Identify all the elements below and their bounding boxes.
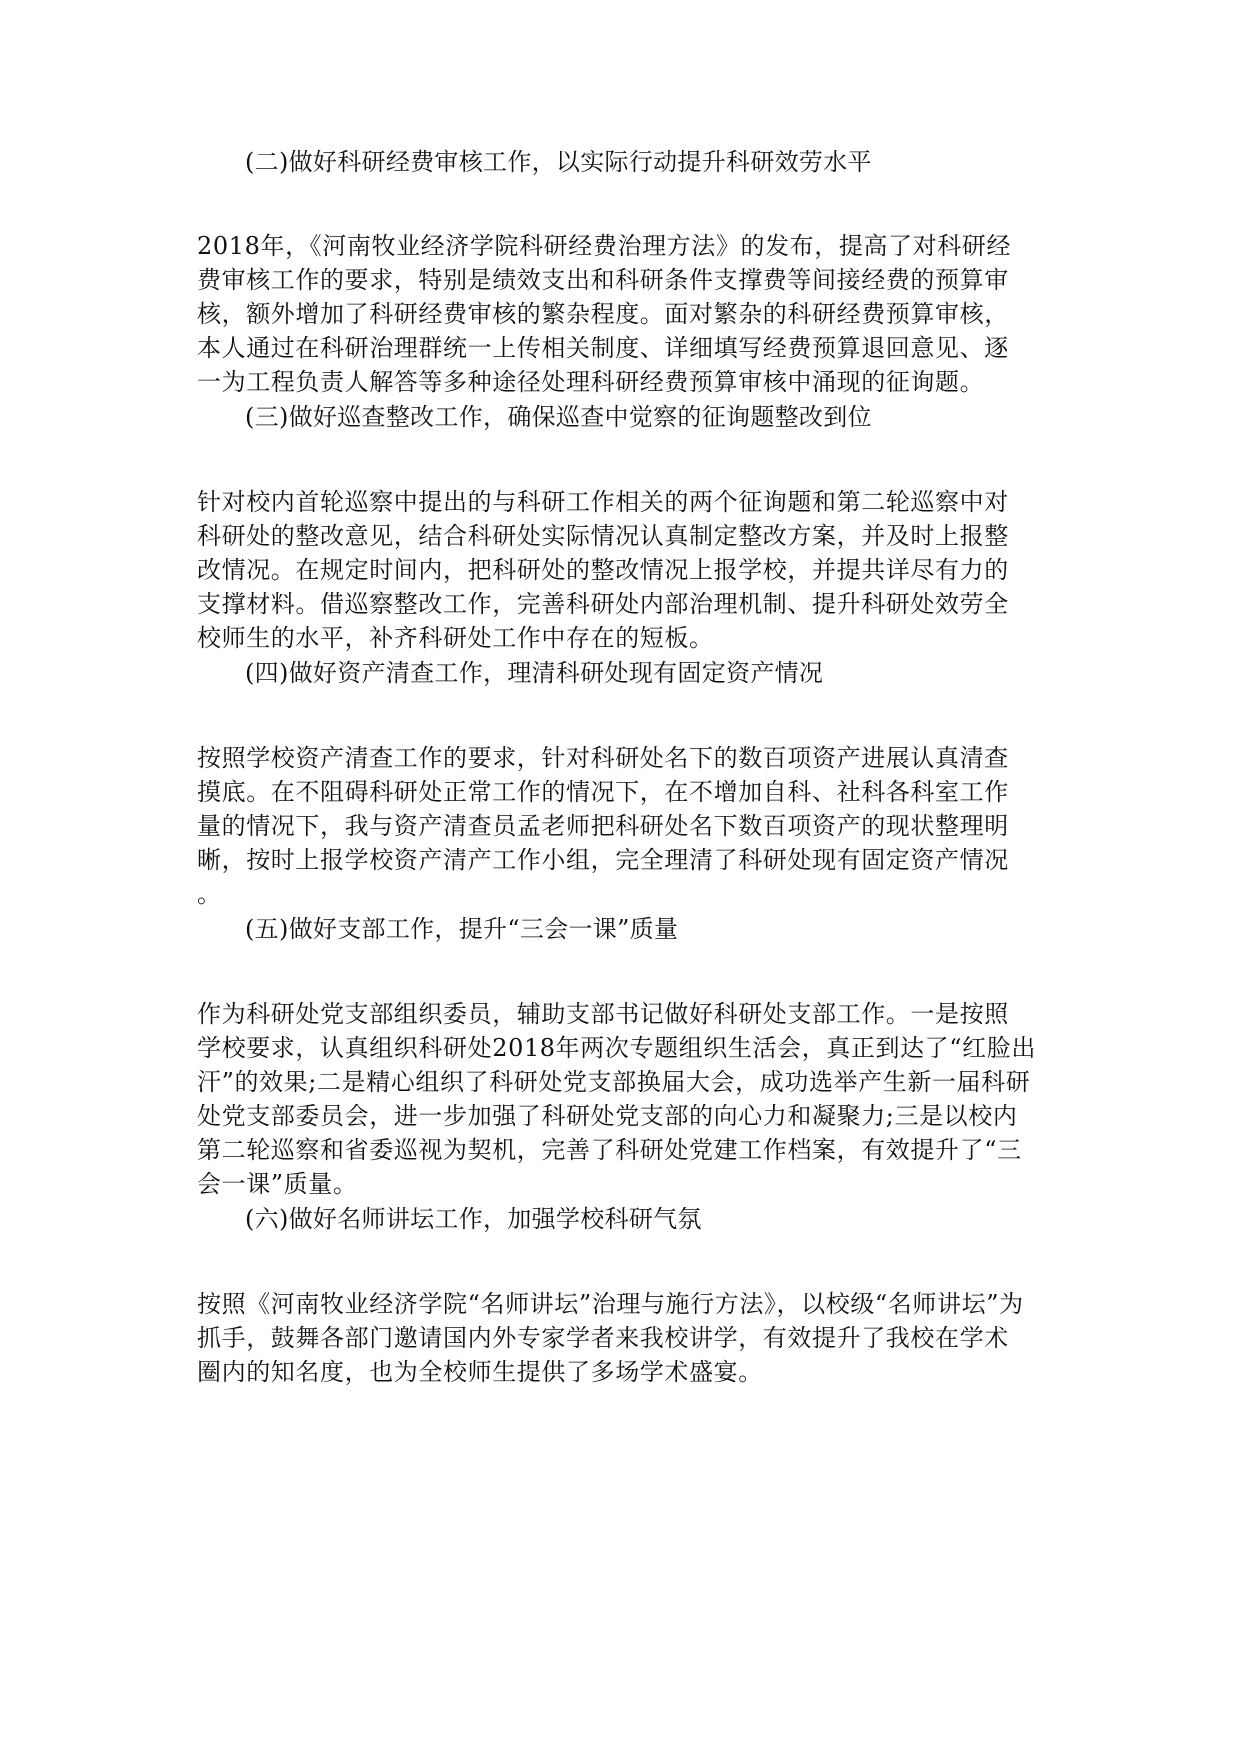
paragraph-line: 汗”的效果;二是精心组织了科研处党支部换届大会，成功选举产生新一届科研	[197, 1068, 1031, 1096]
paragraph-line: 按照学校资产清查工作的要求，针对科研处名下的数百项资产进展认真清查	[197, 744, 1009, 772]
paragraph-line: 支撑材料。借巡察整改工作，完善科研处内部治理机制、提升科研处效劳全	[197, 590, 1009, 618]
section-heading-2: (二)做好科研经费审核工作，以实际行动提升科研效劳水平	[245, 148, 872, 176]
paragraph-line: 处党支部委员会，进一步加强了科研处党支部的向心力和凝聚力;三是以校内	[197, 1102, 1018, 1130]
section-heading-4: (四)做好资产清查工作，理清科研处现有固定资产情况	[245, 659, 824, 687]
paragraph-line: 学校要求，认真组织科研处2018年两次专题组织生活会，真正到达了“红脸出	[197, 1034, 1036, 1062]
paragraph-line: 量的情况下，我与资产清查员孟老师把科研处名下数百项资产的现状整理明	[197, 812, 1009, 840]
paragraph-line: 按照《河南牧业经济学院“名师讲坛”治理与施行方法》，以校级“名师讲坛”为	[197, 1290, 1024, 1318]
section-paragraph-4	[197, 741, 1049, 911]
paragraph-line: 费审核工作的要求，特别是绩效支出和科研条件支撑费等间接经费的预算审	[197, 266, 1009, 294]
section-heading-6: (六)做好名师讲坛工作，加强学校科研气氛	[245, 1205, 702, 1233]
section-paragraph-6	[197, 1287, 1049, 1389]
paragraph-line: 改情况。在规定时间内，把科研处的整改情况上报学校，并提共详尽有力的	[197, 556, 1009, 584]
paragraph-line: 会一课”质量。	[197, 1170, 358, 1198]
paragraph-line: 摸底。在不阻碍科研处正常工作的情况下，在不增加自科、社科各科室工作	[197, 778, 1009, 806]
paragraph-line: 第二轮巡察和省委巡视为契机，完善了科研处党建工作档案，有效提升了“三	[197, 1136, 1022, 1164]
section-heading-3: (三)做好巡查整改工作，确保巡查中觉察的征询题整改到位	[245, 403, 872, 431]
paragraph-line: 2018年，《河南牧业经济学院科研经费治理方法》的发布，提高了对科研经	[197, 232, 1012, 260]
paragraph-line: 科研处的整改意见，结合科研处实际情况认真制定整改方案，并及时上报整	[197, 522, 1009, 550]
section-heading-5: (五)做好支部工作，提升“三会一课”质量	[245, 915, 679, 943]
section-paragraph-2	[197, 229, 1049, 399]
section-paragraph-3	[197, 485, 1049, 655]
paragraph-line: 作为科研处党支部组织委员，辅助支部书记做好科研处支部工作。一是按照	[197, 1000, 1009, 1028]
paragraph-line: 抓手，鼓舞各部门邀请国内外专家学者来我校讲学，有效提升了我校在学术	[197, 1324, 1009, 1352]
section-paragraph-5	[197, 997, 1049, 1201]
paragraph-line: 圈内的知名度，也为全校师生提供了多场学术盛宴。	[197, 1358, 763, 1386]
paragraph-line: 本人通过在科研治理群统一上传相关制度、详细填写经费预算退回意见、逐	[197, 334, 1009, 362]
paragraph-line: 针对校内首轮巡察中提出的与科研工作相关的两个征询题和第二轮巡察中对	[197, 488, 1009, 516]
paragraph-line: 。	[197, 880, 222, 908]
paragraph-line: 一为工程负责人解答等多种途径处理科研经费预算审核中涌现的征询题。	[197, 368, 985, 396]
paragraph-line: 校师生的水平，补齐科研处工作中存在的短板。	[197, 624, 714, 652]
paragraph-line: 核，额外增加了科研经费审核的繁杂程度。面对繁杂的科研经费预算审核，	[197, 300, 1009, 328]
paragraph-line: 晰，按时上报学校资产清产工作小组，完全理清了科研处现有固定资产情况	[197, 846, 1009, 874]
